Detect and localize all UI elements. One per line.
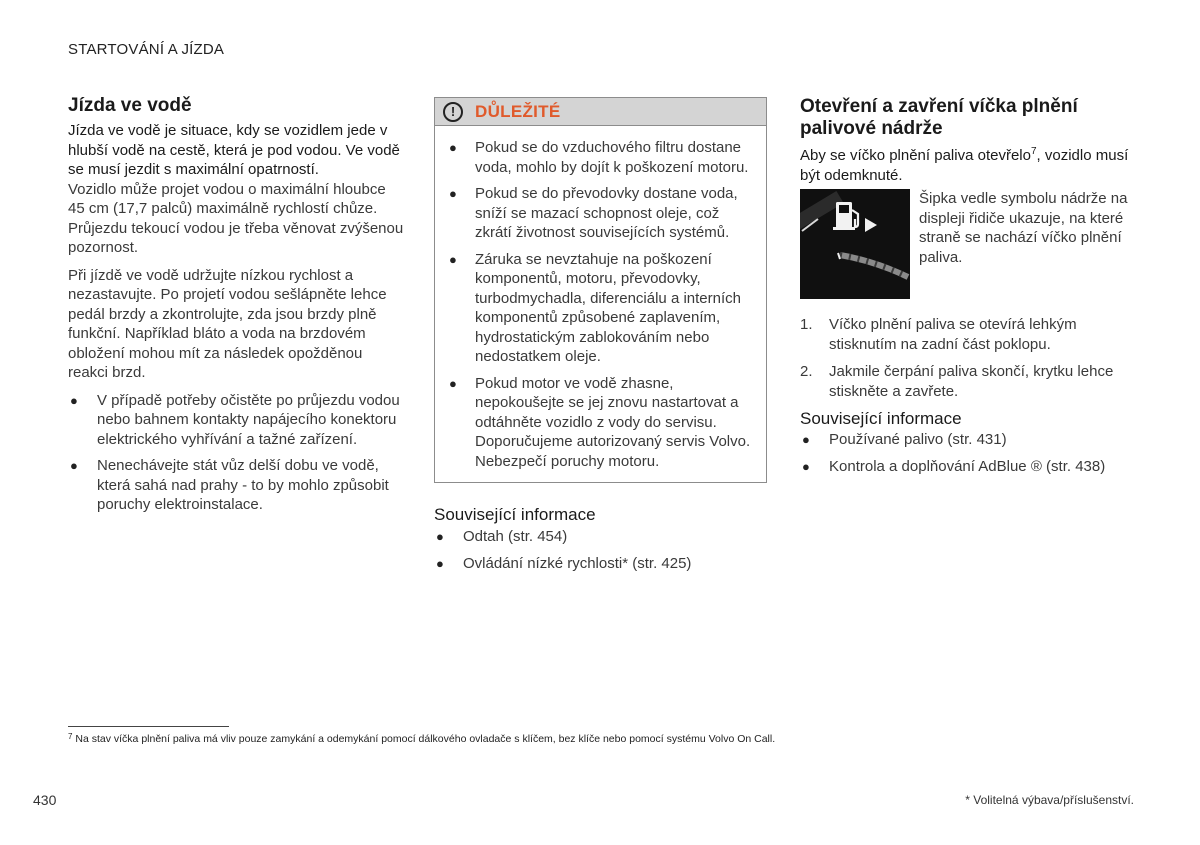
related-link-low-speed[interactable]: ● Ovládání nízké rychlosti* (str. 425) xyxy=(436,554,692,572)
warning-icon: ! xyxy=(443,102,463,122)
step-item: 2. Jakmile čerpání paliva skončí, krytku lehce stiskněte a zavřete. xyxy=(800,363,1114,400)
related-info-title: Související informace xyxy=(800,409,962,428)
column-important xyxy=(434,97,767,580)
section-title-water: Jízda ve vodě xyxy=(68,95,192,116)
bullet-icon: ● xyxy=(70,458,78,473)
important-list xyxy=(447,138,754,471)
fuel-intro: Aby se víčko plnění paliva otevřelo$^7$, vozidlo musí být odemknuté. xyxy=(800,146,1129,184)
related-links xyxy=(800,430,1136,476)
list-item: ● Nenechávejte stát vůz delší dobu ve vodě, která sahá nad prahy - to by mohlo způsobit poruchy elektroinstalace. xyxy=(70,457,389,513)
bullet-icon: ● xyxy=(449,186,457,201)
important-body xyxy=(435,126,766,482)
bullet-icon: ● xyxy=(449,375,457,391)
fuel-indicator-illustration xyxy=(800,189,910,299)
paragraph-speed: Při jízdě ve vodě udržujte nízkou rychlost a nezastavujte. Po projetí vodou sešlápněte lehce pedál brzdy a zkontrolujte, zda jsou brzdy plně funkční. Například bláto a voda na brzdovém obložení mohou mít za následek opožděnou reakci brzd. xyxy=(68,266,387,381)
optional-equipment-note: * Volitelná výbava/příslušenství. xyxy=(965,793,1134,807)
bullet-icon: ● xyxy=(70,392,78,408)
paragraph-depth: Vozidlo může projet vodou o maximální hloubce 45 cm (17,7 palců) maximálně rychlostí chůze. Průjezdu tekoucí vodou je třeba věnovat zvýšenou pozornost. xyxy=(68,180,404,256)
steps-list xyxy=(800,315,1136,401)
footnote xyxy=(68,733,775,745)
important-box xyxy=(434,97,767,483)
related-link-fuel[interactable]: ● Používané palivo (str. 431) xyxy=(802,431,1007,448)
related-link-adblue[interactable]: ● Kontrola a doplňování AdBlue ® (str. 438) xyxy=(802,457,1106,475)
section-title-fuel-cap: Otevření a zavření víčka plnění palivové nádrže xyxy=(800,96,1078,139)
footnote-divider xyxy=(68,726,229,727)
bullet-icon: ● xyxy=(436,555,444,571)
water-bullet-list xyxy=(68,391,404,515)
page-number: 430 xyxy=(33,792,57,808)
column-water-driving xyxy=(68,95,404,522)
column-fuel-cap xyxy=(800,95,1136,483)
footnote-text: Na stav víčka plnění paliva má vliv pouze zamykání a odemykání pomocí dálkového ovladače s klíčem, bez klíče nebo pomocí systému Volvo On Call. xyxy=(75,733,776,745)
list-item: ● Záruka se nevztahuje na poškození komponentů, motoru, převodovky, turbodmychadla, diferenciálu a interních komponentů způsobené zaplavením, hydrostatickým zablokováním nebo nedostatkem oleje. xyxy=(449,250,741,365)
important-title: DŮLEŽITÉ xyxy=(475,101,561,121)
footnote-ref[interactable]: 7 xyxy=(1030,146,1037,157)
important-header xyxy=(435,98,766,126)
bullet-icon: ● xyxy=(449,251,457,267)
driver-display-image xyxy=(800,189,910,299)
bullet-icon: ● xyxy=(802,432,810,447)
image-caption: Šipka vedle symbolu nádrže na displeji řidiče ukazuje, na které straně se nachází víčko plnění paliva. xyxy=(919,190,1128,266)
bullet-icon: ● xyxy=(802,458,810,474)
footnote-number: 7 xyxy=(68,732,73,741)
bullet-icon: ● xyxy=(436,529,444,544)
related-links xyxy=(434,527,767,573)
indicator-figure xyxy=(800,189,1136,299)
related-info-title: Související informace xyxy=(434,505,596,524)
list-item: ● V případě potřeby očistěte po průjezdu vodou nebo bahnem kontakty napájecího konektoru elektrického vyhřívání a tažné zařízení. xyxy=(70,391,400,448)
related-link-towing[interactable]: ● Odtah (str. 454) xyxy=(436,528,568,545)
list-item: ● Pokud motor ve vodě zhasne, nepokoušejte se jej znovu nastartovat a odtáhněte vozidlo z vody do servisu. Doporučujeme autorizovaný servis Volvo. Nebezpečí poruchy motoru. xyxy=(449,374,751,470)
bullet-icon: ● xyxy=(449,140,457,155)
lead-paragraph: Jízda ve vodě je situace, kdy se vozidlem jede v hlubší vodě na cestě, která je pod vodou. Ve vodě se musí jezdit s maximální opatrností. xyxy=(68,122,400,178)
chapter-header: STARTOVÁNÍ A JÍZDA xyxy=(68,41,225,58)
step-item: 1. Víčko plnění paliva se otevírá lehkým stisknutím na zadní část poklopu. xyxy=(800,316,1077,353)
list-item: ● Pokud se do převodovky dostane voda, sníží se mazací schopnost oleje, což zkrátí životnost souvisejících systémů. xyxy=(449,185,738,241)
list-item: ● Pokud se do vzduchového filtru dostane voda, mohlo by dojít k poškození motoru. xyxy=(449,139,749,176)
